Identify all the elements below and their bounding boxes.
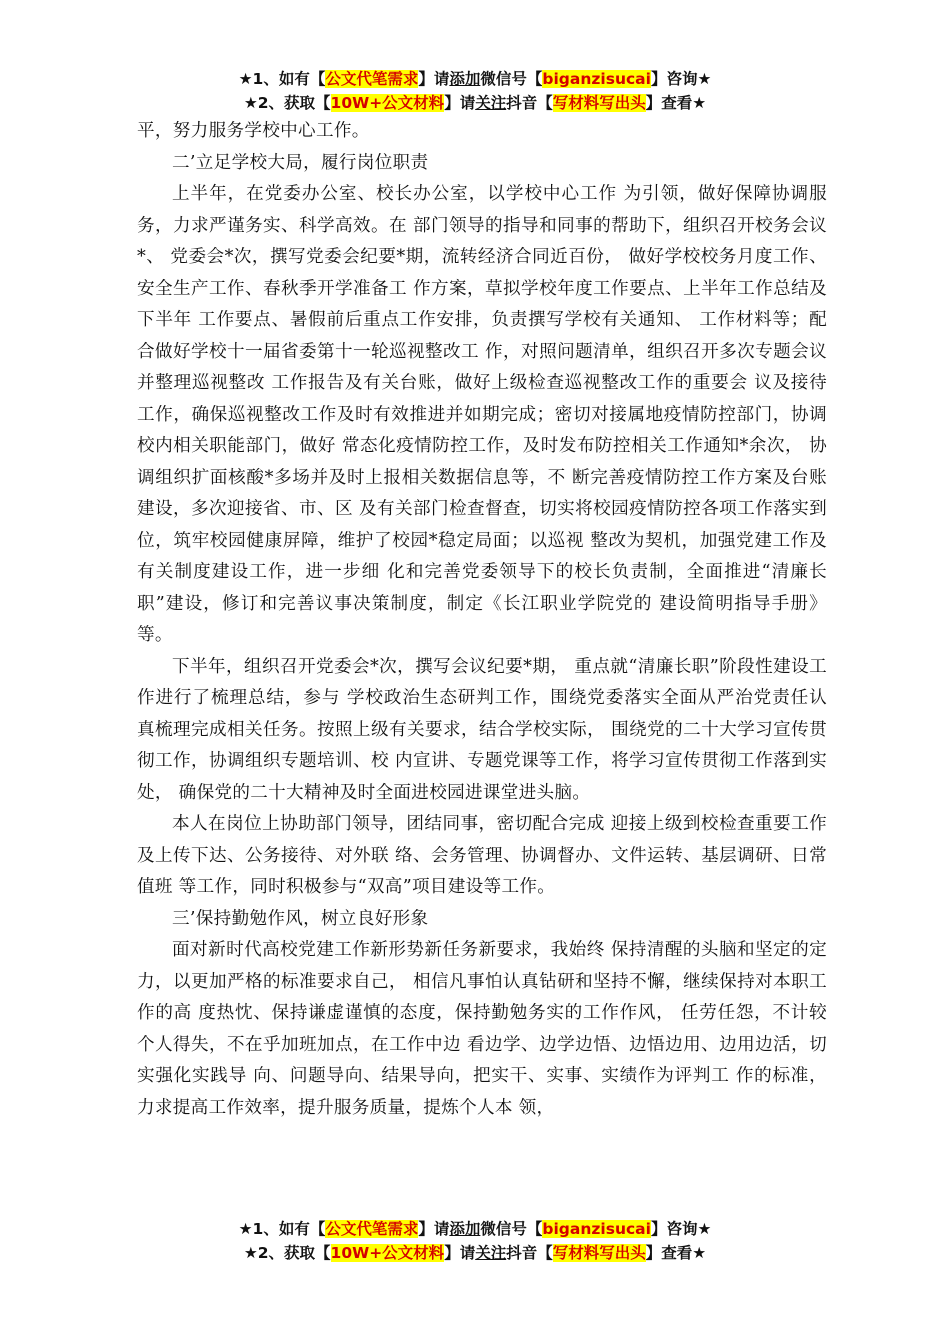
- paragraph-personal: 本人在岗位上协助部门领导，团结同事，密切配合完成 迎接上级到校检查重要工作及上传下达、公务接待、对外联 络、会务管理、协调督办、文件运转、基层调研、日常值班 等工作，同时积极参与“双高”项目建设等工作。: [137, 814, 827, 897]
- paragraph-continuation: 平，努力服务学校中心工作。: [137, 121, 370, 141]
- document-body: [137, 116, 827, 1124]
- highlight-wechat-id: biganzisucai: [542, 70, 651, 88]
- paragraph-first-half: 上半年，在党委办公室、校长办公室，以学校中心工作 为引领，做好保障协调服务，力求严谨务实、科学高效。在 部门领导的指导和同事的帮助下，组织召开校务会议*、 党委会*次，撰写党委会纪要*期，流转经济合同近百份， 做好学校校务月度工作、安全生产工作、春秋季开学准备工 作方案，草拟学校年度工作要点、上半年工作总结及下半年 工作要点、暑假前后重点工作安排，负责撰写学校有关通知、 工作材料等；配合做好学校十一届省委第十一轮巡视整改工 作，对照问题清单，组织召开多次专题会议并整理巡视整改 工作报告及有关台账，做好上级检查巡视整改工作的重要会 议及接待工作，确保巡视整改工作及时有效推进并如期完成；密切对接属地疫情防控部门，协调校内相关职能部门，做好 常态化疫情防控工作，及时发布防控相关工作通知*余次， 协调组织扩面核酸*多场并及时上报相关数据信息等，不 断完善疫情防控工作方案及台账建设，多次迎接省、市、区 及有关部门检查督查，切实将校园疫情防控各项工作落实到 位，筑牢校园健康屏障，维护了校园*稳定局面；以巡视 整改为契机，加强党建工作及有关制度建设工作，进一步细 化和完善党委领导下的校长负责制，全面推进“清廉长职”建设，修订和完善议事决策制度，制定《长江职业学院党的 建设简明指导手册》等。: [137, 184, 827, 645]
- banner-line-1: ★1、如有【公文代笔需求】请添加微信号【biganzisucai】咨询★: [238, 70, 712, 88]
- underline-follow: 关注: [475, 94, 507, 112]
- footer-banner: [0, 1218, 950, 1266]
- section-heading-3: 三’保持勤勉作风，树立良好形象: [172, 908, 429, 929]
- banner-line-1: ★1、如有【公文代笔需求】请添加微信号【biganzisucai】咨询★: [238, 1220, 712, 1238]
- highlight-ghostwriting: 公文代笔需求: [325, 70, 419, 88]
- highlight-douyin: 写材料写出头: [552, 94, 646, 112]
- paragraph-diligence: 面对新时代高校党建工作新形势新任务新要求，我始终 保持清醒的头脑和坚定的定力，以更加严格的标准要求自己， 相信凡事怕认真钻研和坚持不懈，继续保持对本职工作的高 度热忱、保持谦虚谨慎的态度，保持勤勉务实的工作作风， 任劳任怨，不计较个人得失，不在乎加班加点，在工作中边 看边学、边学边悟、边悟边用、边用边活，切实强化实践导 向、问题导向、结果导向，把实干、实事、实绩作为评判工 作的标准，力求提高工作效率，提升服务质量，提炼个人本 领，: [137, 940, 827, 1118]
- highlight-douyin: 写材料写出头: [552, 1244, 646, 1262]
- underline-follow: 关注: [475, 1244, 507, 1262]
- underline-add: 添加: [449, 1220, 481, 1238]
- highlight-materials: 10W+公文材料: [330, 1244, 445, 1262]
- underline-add: 添加: [449, 70, 481, 88]
- header-banner: [0, 68, 950, 116]
- highlight-wechat-id: biganzisucai: [542, 1220, 651, 1238]
- highlight-materials: 10W+公文材料: [330, 94, 445, 112]
- highlight-ghostwriting: 公文代笔需求: [325, 1220, 419, 1238]
- banner-line-2: ★2、获取【10W+公文材料】请关注抖音【写材料写出头】查看★: [243, 94, 707, 112]
- banner-line-2: ★2、获取【10W+公文材料】请关注抖音【写材料写出头】查看★: [243, 1244, 707, 1262]
- paragraph-second-half: 下半年，组织召开党委会*次，撰写会议纪要*期， 重点就“清廉长职”阶段性建设工作进行了梳理总结，参与 学校政治生态研判工作，围绕党委落实全面从严治党责任认 真梳理完成相关任务。按照上级有关要求，结合学校实际， 围绕党的二十大学习宣传贯彻工作，协调组织专题培训、校 内宣讲、专题党课等工作，将学习宣传贯彻工作落到实处， 确保党的二十大精神及时全面进校园进课堂进头脑。: [137, 656, 827, 803]
- section-heading-2: 二’立足学校大局，履行岗位职责: [172, 152, 429, 173]
